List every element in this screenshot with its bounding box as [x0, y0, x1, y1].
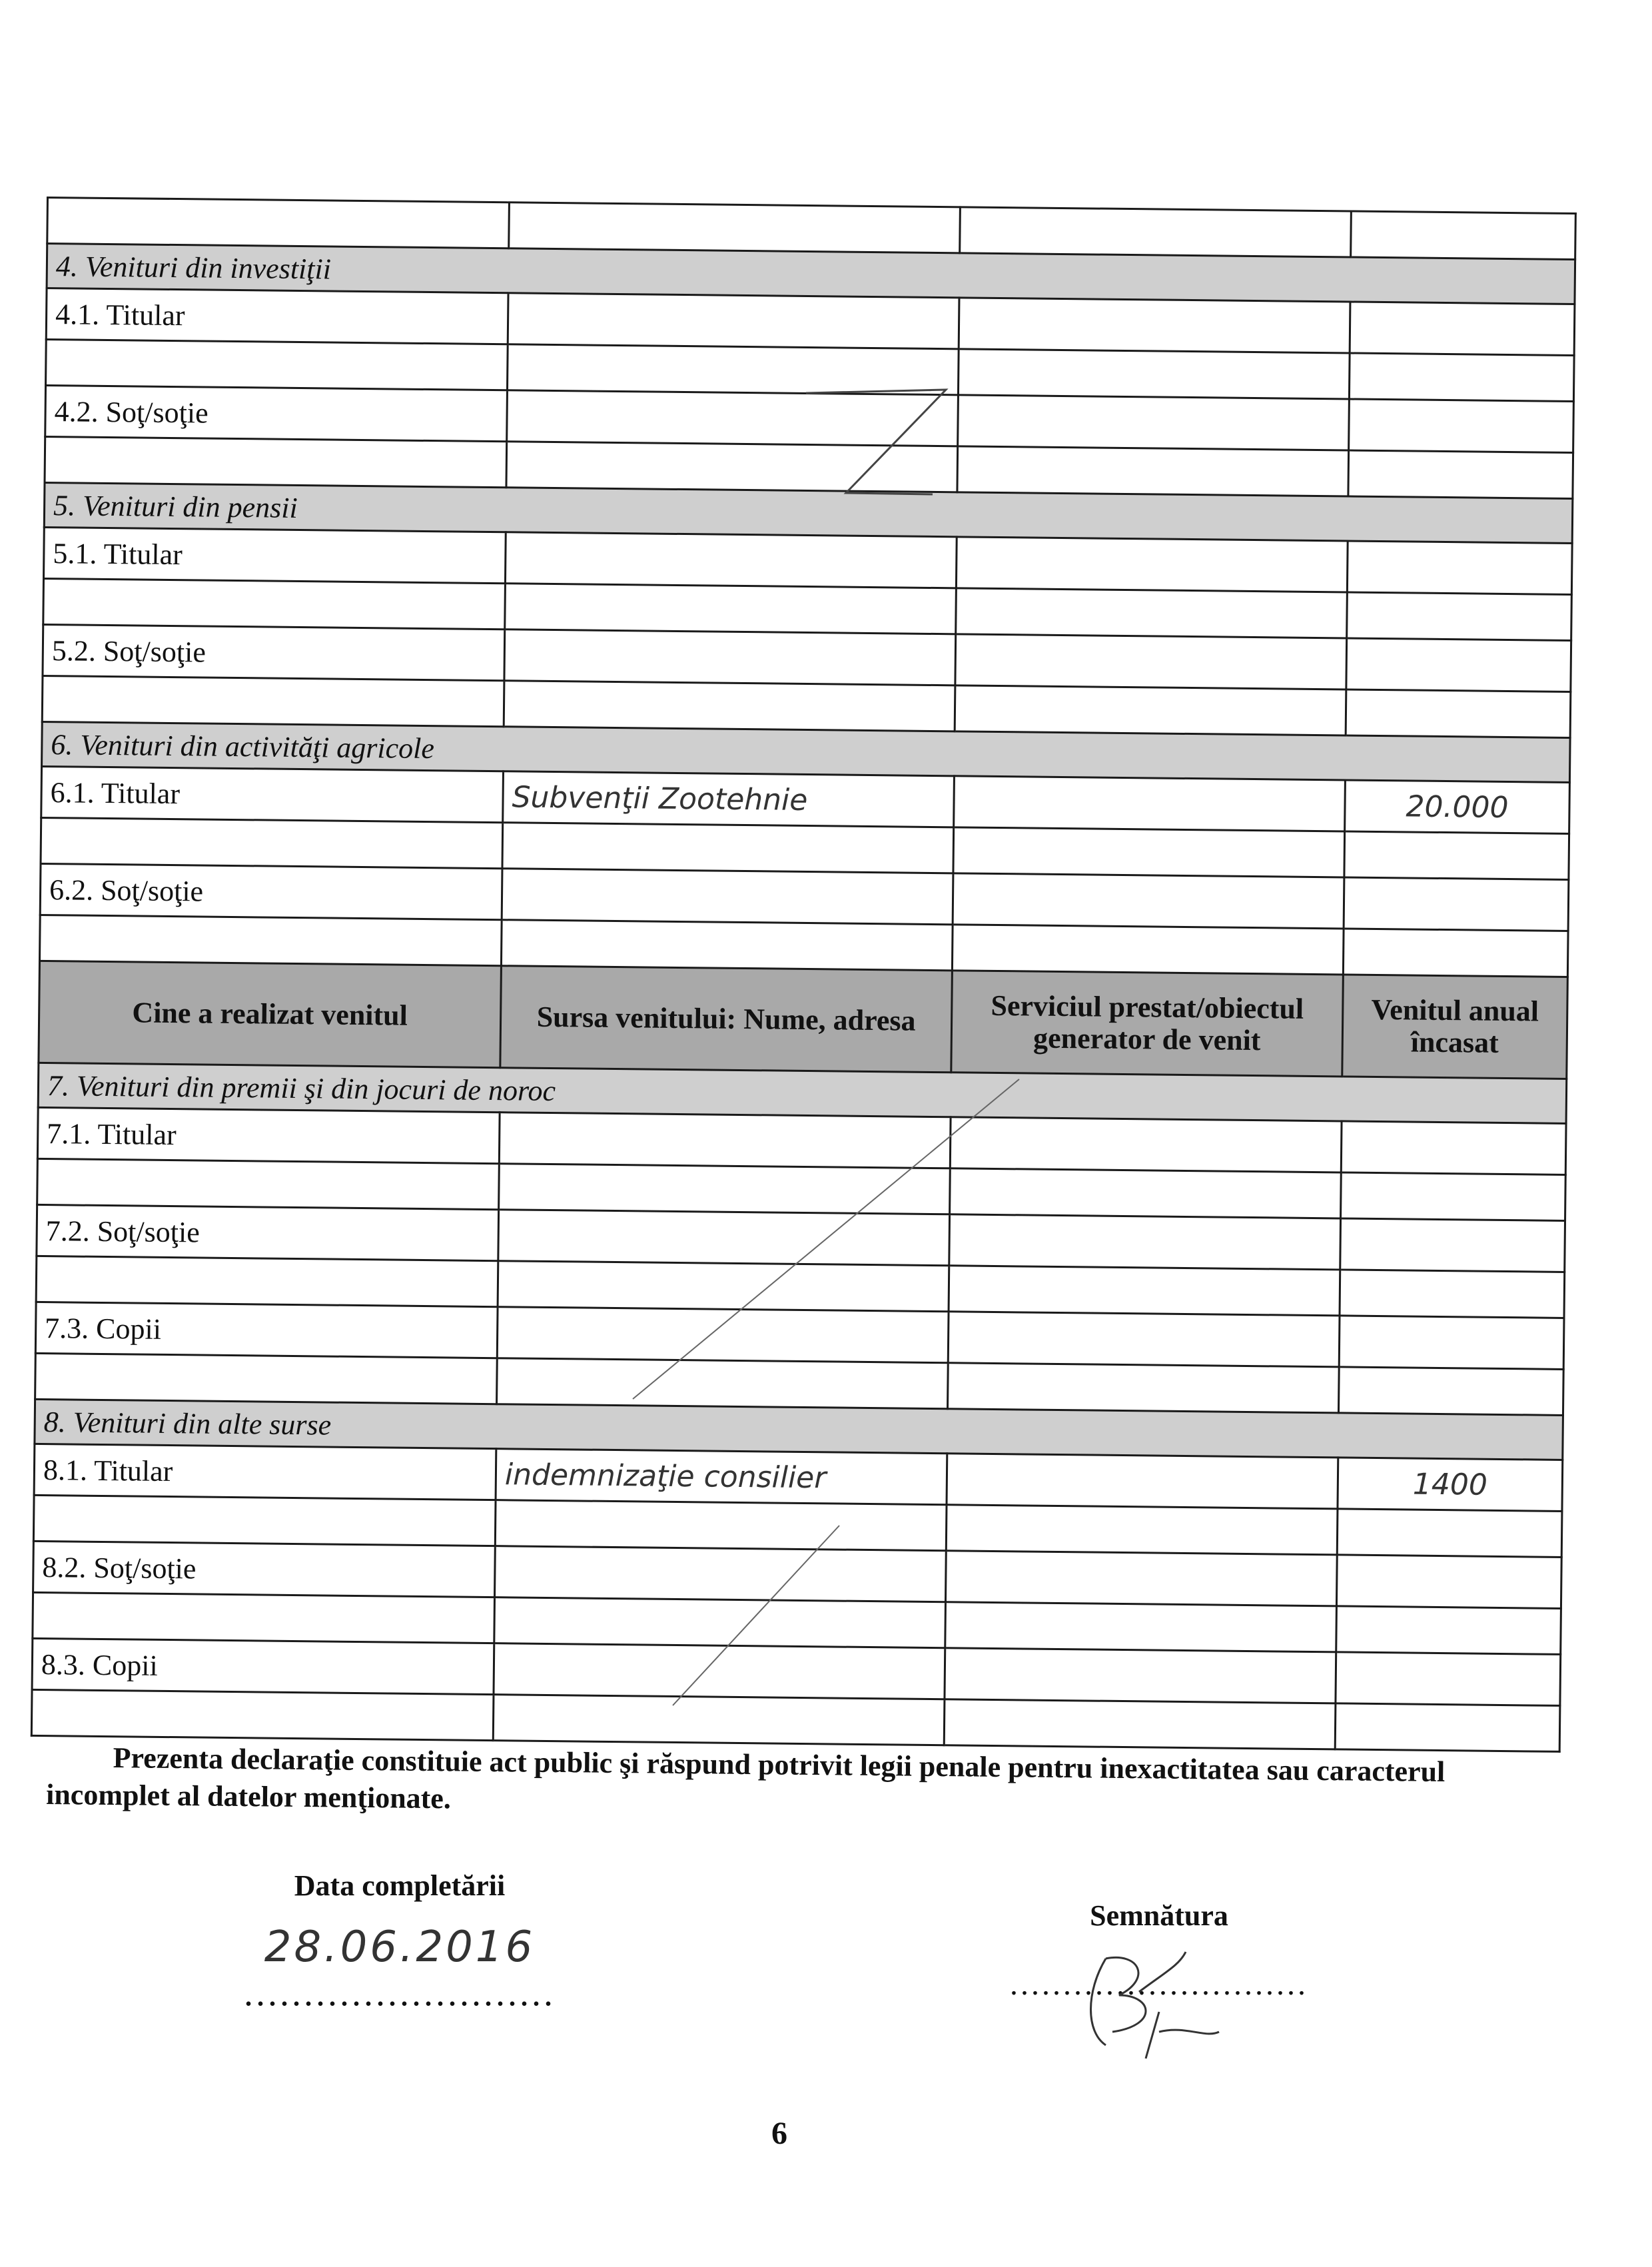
- empty-cell: [956, 588, 1348, 638]
- owner-label: 8.2. Soţ/soţie: [33, 1541, 496, 1597]
- date-field: [233, 1923, 566, 2015]
- source-cell: Subvenţii Zootehnie: [503, 771, 955, 827]
- empty-cell: [47, 198, 510, 248]
- section-title: 5. Venituri din pensii: [44, 482, 1573, 543]
- empty-cell: [37, 1158, 500, 1209]
- empty-cell: [499, 1164, 951, 1214]
- empty-cell: [507, 344, 959, 395]
- income-cell: [1336, 1555, 1561, 1609]
- empty-cell: [952, 925, 1344, 975]
- income-cell: [1349, 399, 1574, 453]
- service-cell: [955, 634, 1347, 689]
- owner-label: 7.2. Soţ/soţie: [37, 1204, 499, 1260]
- empty-cell: [35, 1353, 498, 1404]
- service-cell: [958, 395, 1350, 450]
- date-label: Data completării: [294, 1869, 506, 1902]
- source-cell: [507, 390, 959, 446]
- owner-label: 8.3. Copii: [32, 1638, 494, 1694]
- empty-cell: [42, 676, 504, 726]
- service-cell: [948, 1312, 1340, 1367]
- empty-cell: [946, 1505, 1338, 1555]
- section-title: 8. Venituri din alte surse: [35, 1399, 1563, 1460]
- service-cell: [945, 1648, 1336, 1703]
- source-cell: [498, 1210, 950, 1266]
- empty-cell: [33, 1592, 495, 1643]
- empty-cell: [955, 685, 1346, 735]
- empty-cell: [39, 915, 502, 965]
- service-cell: [947, 1454, 1338, 1509]
- empty-cell: [1347, 592, 1572, 641]
- empty-cell: [1337, 1509, 1562, 1558]
- source-cell: [508, 293, 959, 349]
- empty-cell: [45, 436, 507, 487]
- owner-label: 8.1. Titular: [34, 1444, 496, 1500]
- source-cell: [505, 532, 957, 588]
- empty-cell: [505, 584, 957, 634]
- empty-cell: [506, 442, 958, 492]
- owner-label: 5.2. Soţ/soţie: [43, 624, 505, 680]
- date-block: [233, 1869, 566, 2015]
- section-title: 7. Venituri din premii şi din jocuri de noroc: [38, 1063, 1567, 1123]
- source-cell: [499, 1113, 951, 1168]
- empty-cell: [31, 1689, 494, 1740]
- empty-cell: [502, 823, 954, 873]
- income-cell: [1346, 638, 1571, 692]
- empty-cell: [1346, 689, 1571, 738]
- income-cell: [1341, 1121, 1566, 1175]
- owner-label: 7.3. Copii: [35, 1302, 498, 1358]
- empty-cell: [509, 203, 961, 253]
- empty-cell: [948, 1363, 1340, 1413]
- page-number: 6: [771, 2116, 787, 2151]
- source-cell: [497, 1307, 949, 1363]
- income-cell: [1344, 877, 1569, 931]
- empty-cell: [1349, 353, 1574, 402]
- empty-cell: [958, 349, 1350, 399]
- header-service: Serviciul prestat/obiectul generator de venit: [951, 971, 1344, 1077]
- legal-statement: Prezenta declaraţie constituie act public şi răspund potrivit legii penale pentru inexactitatea sau caracterul incomplet al datelor menţionate.: [45, 1741, 1446, 1815]
- empty-cell: [1335, 1703, 1560, 1752]
- empty-cell: [33, 1495, 496, 1546]
- income-cell: [1336, 1652, 1561, 1706]
- table-header-row: [39, 961, 1567, 1079]
- empty-cell: [494, 1597, 946, 1648]
- owner-label: 7.1. Titular: [37, 1107, 500, 1163]
- signature-label: Semnătura: [1090, 1899, 1228, 1932]
- empty-cell: [1338, 1367, 1563, 1416]
- source-cell: [494, 1643, 945, 1699]
- signature-dots: ............................: [1010, 1967, 1308, 2002]
- empty-cell: [504, 681, 955, 731]
- owner-label: 4.2. Soţ/soţie: [45, 386, 508, 442]
- empty-cell: [1344, 831, 1569, 880]
- section-title: 4. Venituri din investiţii: [47, 244, 1575, 304]
- empty-cell: [36, 1256, 498, 1306]
- header-income: Venitul anual încasat: [1342, 975, 1568, 1079]
- service-cell: [950, 1117, 1342, 1172]
- owner-label: 4.1. Titular: [46, 288, 508, 344]
- income-cell: [1340, 1218, 1565, 1272]
- service-cell: [956, 537, 1348, 592]
- empty-cell: [1336, 1606, 1561, 1655]
- source-cell: [504, 630, 956, 685]
- date-dots: ..........................: [244, 1973, 556, 2014]
- source-cell: [495, 1546, 947, 1602]
- empty-cell: [1351, 211, 1576, 260]
- empty-cell: [949, 1266, 1340, 1316]
- empty-cell: [1348, 450, 1573, 499]
- header-who: Cine a realizat venitul: [39, 961, 502, 1067]
- empty-cell: [43, 578, 506, 629]
- source-cell: indemnizaţie consilier: [496, 1449, 947, 1505]
- service-cell: [949, 1214, 1341, 1270]
- income-cell: 20.000: [1345, 780, 1570, 834]
- service-cell: [954, 776, 1346, 831]
- owner-label: 5.1. Titular: [43, 527, 506, 583]
- income-table: [31, 197, 1577, 1753]
- empty-cell: [945, 1602, 1337, 1652]
- income-cell: [1339, 1316, 1564, 1370]
- service-cell: [959, 298, 1350, 353]
- empty-cell: [944, 1699, 1336, 1749]
- empty-cell: [957, 446, 1349, 496]
- income-cell: [1350, 302, 1575, 356]
- section-title: 6. Venituri din activităţi agricole: [42, 721, 1571, 782]
- empty-cell: [498, 1261, 949, 1312]
- empty-cell: [493, 1695, 945, 1745]
- empty-cell: [953, 827, 1345, 877]
- empty-cell: [950, 1168, 1342, 1218]
- empty-cell: [46, 340, 508, 390]
- empty-cell: [497, 1358, 949, 1409]
- income-cell: 1400: [1338, 1458, 1563, 1512]
- header-source: Sursa venitului: Nume, adresa: [500, 966, 953, 1073]
- date-handwritten: 28.06.2016: [264, 1923, 536, 1972]
- owner-label: 6.2. Soţ/soţie: [40, 863, 502, 919]
- service-cell: [953, 873, 1344, 929]
- empty-cell: [495, 1500, 947, 1551]
- service-cell: [945, 1551, 1337, 1606]
- empty-cell: [1341, 1172, 1566, 1221]
- source-cell: [502, 869, 953, 925]
- empty-cell: [1340, 1270, 1565, 1318]
- empty-cell: [501, 920, 953, 971]
- owner-label: 6.1. Titular: [41, 766, 504, 822]
- empty-cell: [960, 207, 1352, 257]
- signature-scribble: [1059, 1932, 1232, 2065]
- empty-cell: [1343, 929, 1568, 977]
- empty-cell: [41, 817, 503, 868]
- income-cell: [1347, 541, 1572, 595]
